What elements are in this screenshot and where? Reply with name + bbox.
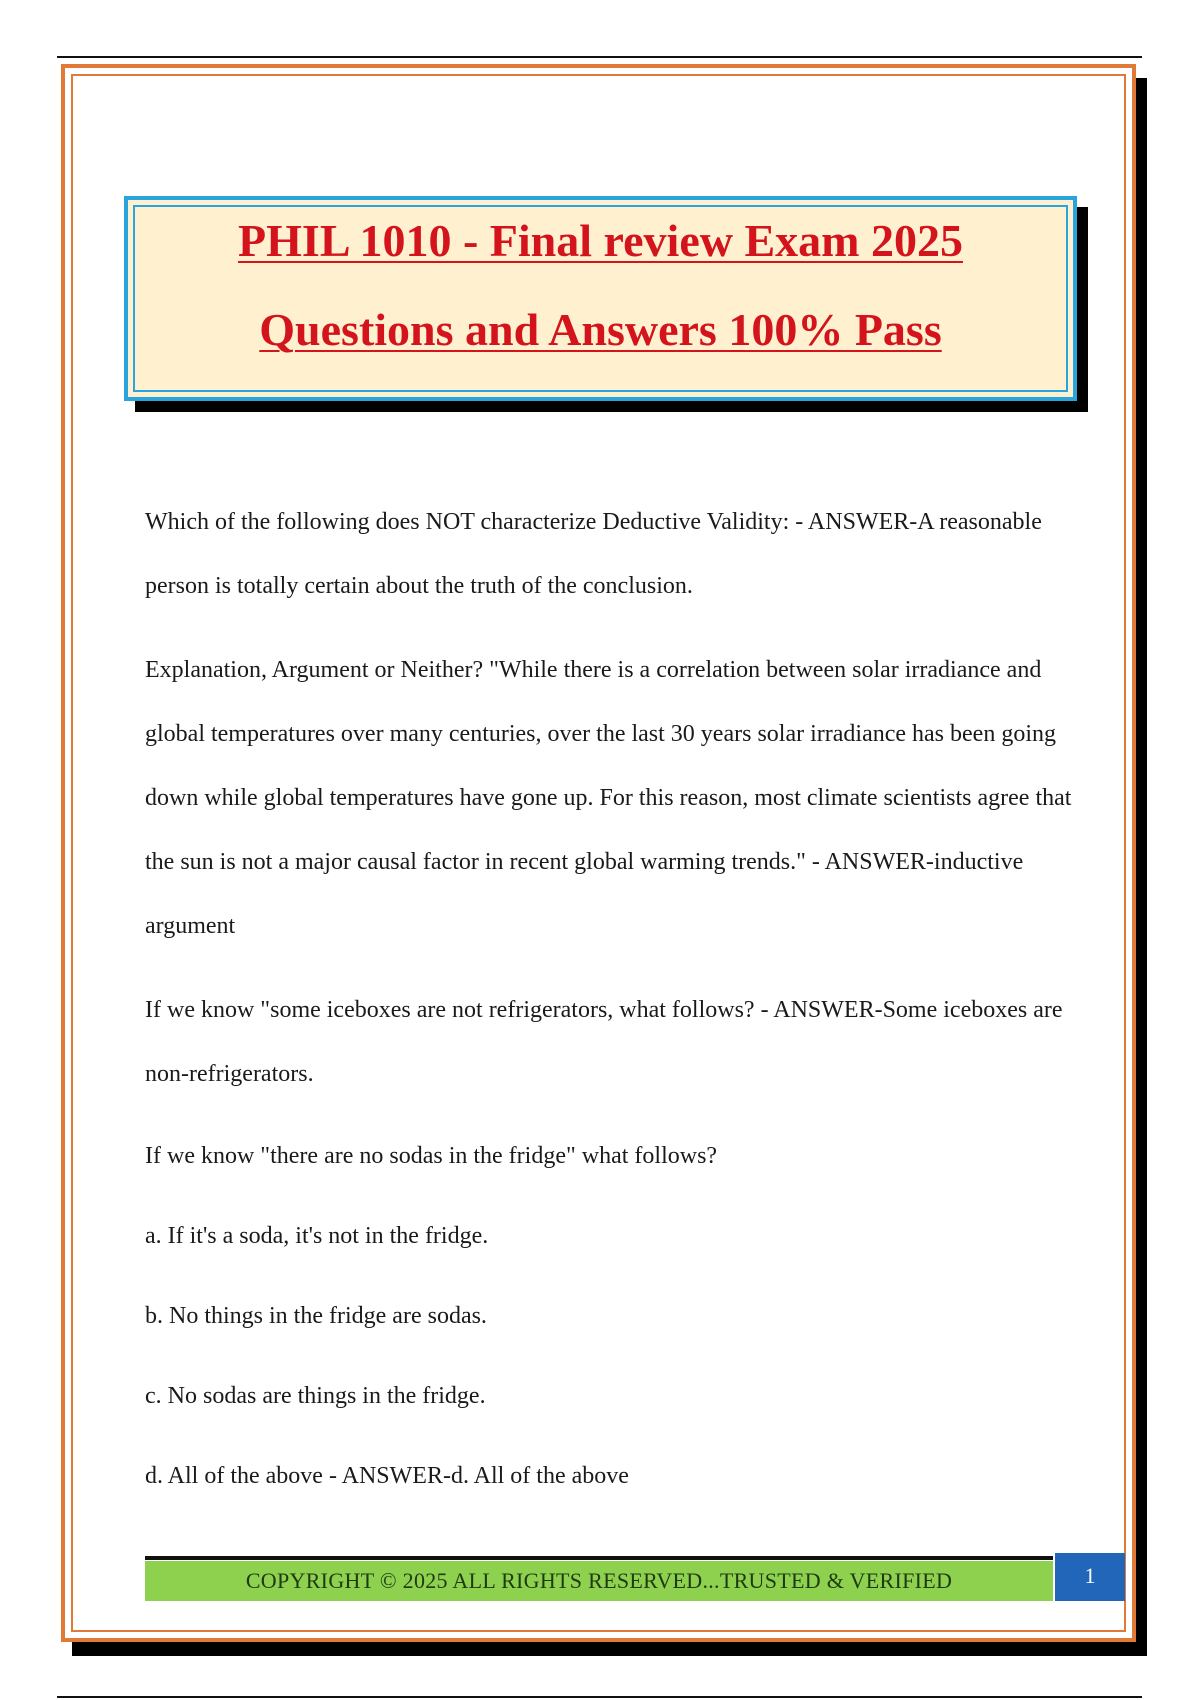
footer-rule [145,1556,1053,1560]
bottom-rule [57,1696,1142,1698]
question-paragraph: Explanation, Argument or Neither? "While there is a correlation between solar irradiance and global temperatures over many centuries, over the last 30 years solar irradiance has been going down while global temperatures have gone up. For this reason, most climate scientists agree that the sun is not a major causal factor in recent global warming trends." - ANSWER-inductive argument [145,657,1072,939]
question-paragraph: If we know "some iceboxes are not refrigerators, what follows? - ANSWER-Some iceboxes are non-refrigerators. [145,997,1063,1087]
answer-option: a. If it's a soda, it's not in the fridge. [145,1223,489,1249]
footer-copyright: COPYRIGHT © 2025 ALL RIGHTS RESERVED...TRUSTED & VERIFIED [145,1561,1053,1601]
page-number: 1 [1055,1553,1125,1601]
title-line-1: PHIL 1010 - Final review Exam 2025 [238,215,963,266]
title-box [124,196,1077,401]
answer-option: c. No sodas are things in the fridge. [145,1383,486,1409]
title-line-2: Questions and Answers 100% Pass [259,304,942,355]
answer-option: d. All of the above - ANSWER-d. All of the above [145,1463,629,1489]
top-rule [57,56,1142,58]
document-body [145,490,1075,1526]
question-paragraph: Which of the following does NOT characterize Deductive Validity: - ANSWER-A reasonable person is totally certain about the truth of the conclusion. [145,509,1042,599]
answer-option: b. No things in the fridge are sodas. [145,1303,487,1329]
question-paragraph: If we know "there are no sodas in the fridge" what follows? [145,1143,718,1169]
